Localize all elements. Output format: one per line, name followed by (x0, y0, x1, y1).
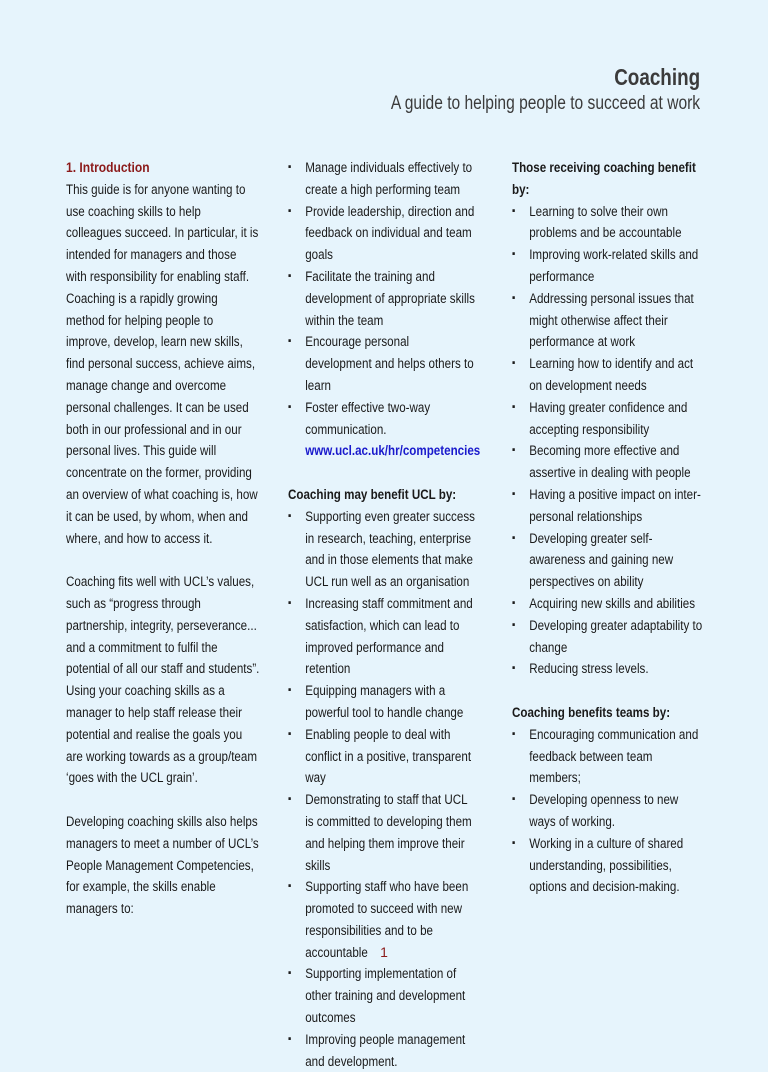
list-item: ▪ Provide leadership, direction and feedback on individual and team goals (288, 201, 477, 266)
list-item: ▪ Facilitate the training and development of appropriate skills within the team (288, 266, 477, 331)
receiving-benefits-heading: Those receiving coaching benefit by: (512, 160, 696, 197)
receiving-benefits-list (512, 201, 706, 681)
list-item: ▪ Working in a culture of shared understanding, possibilities, options and decision-making. (512, 833, 706, 898)
list-item: ▪ Reducing stress levels. (512, 658, 706, 680)
intro-paragraph: This guide is for anyone wanting to use coaching skills to help colleagues succeed. In particular, it is intended for managers and those with responsibility for enabling staff. Coaching is a rapidly growing method for helping people to improve, develop, learn new skills, find personal success, achieve aims, manage change and overcome personal challenges. It can be used both in our professional and in our personal lives. This guide will concentrate on the former, providing an overview of what coaching is, how it can be used, by whom, when and where, and how to access it. (66, 181, 259, 546)
ucl-benefits-heading: Coaching may benefit UCL by: (288, 486, 457, 502)
document-subtitle: A guide to helping people to succeed at work (390, 93, 700, 114)
list-item: ▪ Supporting implementation of other training and development outcomes (288, 963, 477, 1028)
list-item: ▪ Equipping managers with a powerful tool to handle change (288, 680, 477, 724)
list-item: ▪ Acquiring new skills and abilities (512, 593, 706, 615)
list-item: ▪ Becoming more effective and assertive in dealing with people (512, 440, 706, 484)
list-item: ▪ Learning to solve their own problems and be accountable (512, 201, 706, 245)
list-item: ▪ Developing greater adaptability to change (512, 615, 706, 659)
list-item: ▪ Supporting staff who have been promoted to succeed with new responsibilities and to be accountable (288, 876, 477, 963)
list-item: ▪ Improving people management and development. (288, 1029, 477, 1072)
ucl-benefits-list (288, 506, 477, 1072)
page-number: 1 (380, 944, 388, 960)
competencies-link[interactable]: www.ucl.ac.uk/hr/competencies (305, 443, 481, 459)
document-title: Coaching (614, 64, 700, 90)
list-item: ▪ Encouraging communication and feedback between team members; (512, 724, 706, 789)
column-ucl-benefits (288, 157, 518, 1072)
list-item: ▪ Manage individuals effectively to create a high performing team (288, 157, 477, 201)
list-item: ▪ Improving work-related skills and performance (512, 244, 706, 288)
list-item: ▪ Supporting even greater success in research, teaching, enterprise and in those elements that make UCL run well as an organisation (288, 506, 477, 593)
list-item: ▪ Encourage personal development and helps others to learn (288, 331, 477, 396)
list-item: ▪ Addressing personal issues that might otherwise affect their performance at work (512, 288, 706, 353)
list-item: ▪ Foster effective two-way communication. (288, 397, 477, 441)
competency-list (288, 157, 477, 440)
list-item: ▪ Developing openness to new ways of working. (512, 789, 706, 833)
list-item: ▪ Developing greater self-awareness and gaining new perspectives on ability (512, 528, 706, 593)
document-header (323, 62, 700, 116)
list-item: ▪ Learning how to identify and act on development needs (512, 353, 706, 397)
list-item: ▪ Demonstrating to staff that UCL is committed to developing them and helping them improve their skills (288, 789, 477, 876)
list-item: ▪ Enabling people to deal with conflict in a positive, transparent way (288, 724, 477, 789)
team-benefits-heading: Coaching benefits teams by: (512, 704, 671, 720)
introduction-heading: 1. Introduction (66, 159, 150, 175)
column-individual-team-benefits (512, 157, 742, 898)
list-item: ▪ Having a positive impact on inter-personal relationships (512, 484, 706, 528)
list-item: ▪ Increasing staff commitment and satisfaction, which can lead to improved performance and retention (288, 593, 477, 680)
team-benefits-list (512, 724, 706, 898)
values-paragraph: Coaching fits well with UCL’s values, such as “progress through partnership, integrity, perseverance... and a commitment to fulfil the potential of all our staff and students”. Using your coaching skills as a manager to help staff release their potential and realise the goals you are working towards as a group/team ‘goes with the UCL grain’. (66, 574, 260, 786)
list-item: ▪ Having greater confidence and accepting responsibility (512, 397, 706, 441)
competencies-paragraph: Developing coaching skills also helps managers to meet a number of UCL’s People Management Competencies, for example, the skills enable managers to: (66, 813, 259, 917)
column-introduction (66, 157, 296, 920)
